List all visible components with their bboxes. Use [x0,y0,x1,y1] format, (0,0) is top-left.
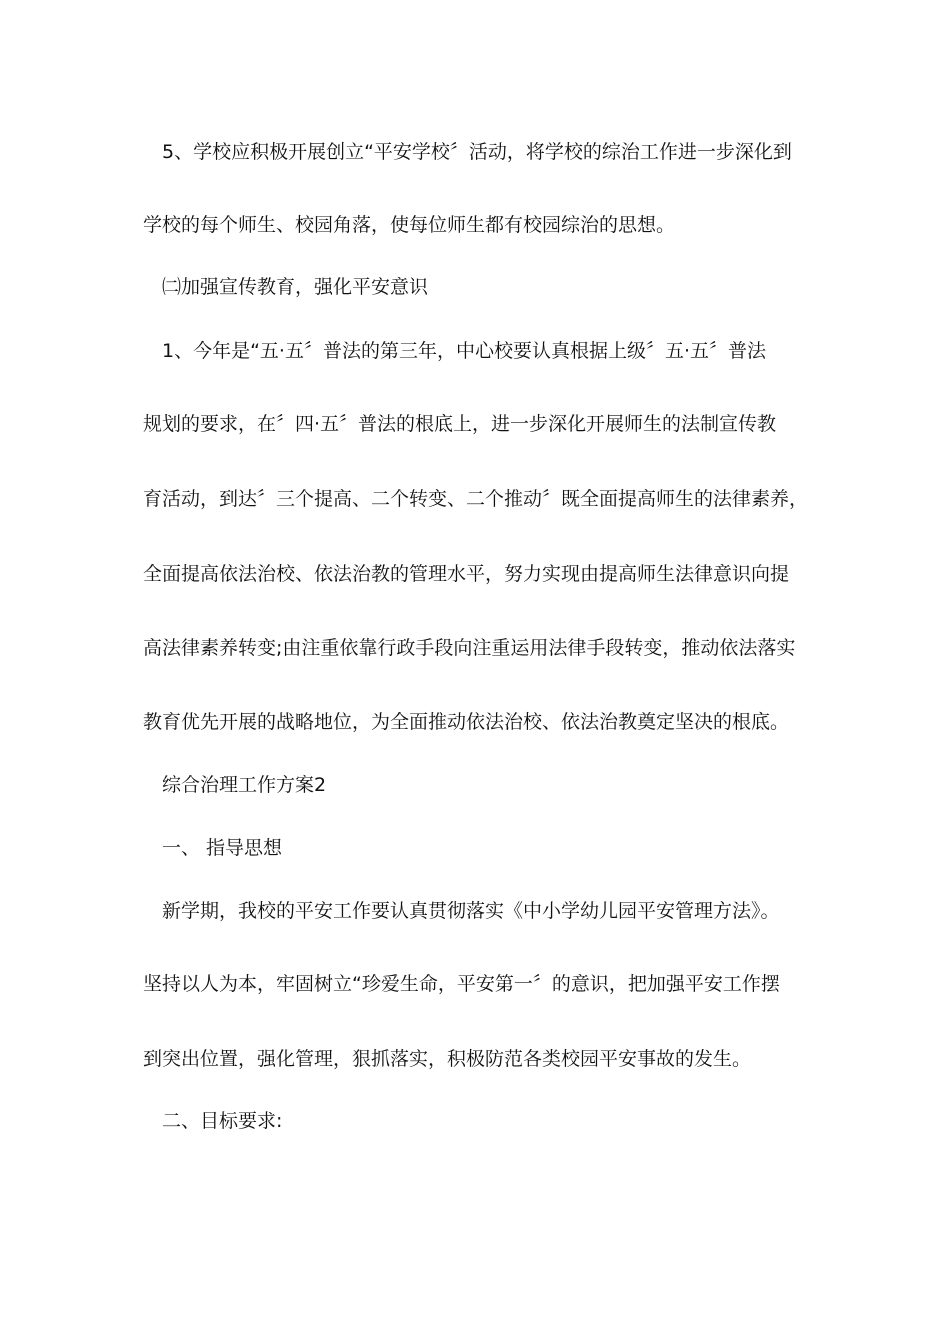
paragraph-semester-line-2: 坚持以人为本，牢固树立“珍爱生命，平安第一〞的意识，把加强平安工作摆 [143,973,780,995]
paragraph-item-5-line-1: 5、学校应积极开展创立“平安学校〞活动，将学校的综治工作进一步深化到 [162,141,792,163]
paragraph-item-1-line-3: 育活动，到达〞三个提高、二个转变、二个推动〞既全面提高师生的法律素养， [143,488,808,510]
paragraph-item-1-line-1: 1、今年是“五·五〞普法的第三年，中心校要认真根据上级〞五·五〞普法 [162,340,767,362]
paragraph-item-1-line-2: 规划的要求，在〞四·五〞普法的根底上，进一步深化开展师生的法制宣传教 [143,413,777,435]
paragraph-item-1-line-5: 高法律素养转变;由注重依靠行政手段向注重运用法律手段转变，推动依法落实 [143,637,796,659]
heading-guiding-thought: 一、 指导思想 [162,837,283,859]
paragraph-item-1-line-6: 教育优先开展的战略地位，为全面推动依法治校、依法治教奠定坚决的根底。 [143,711,790,733]
paragraph-semester-line-1: 新学期，我校的平安工作要认真贯彻落实《中小学幼儿园平安管理方法》。 [162,900,780,922]
paragraph-semester-line-3: 到突出位置，强化管理，狠抓落实，积极防范各类校园平安事故的发生。 [143,1048,752,1070]
paragraph-item-5-line-2: 学校的每个师生、校园角落，使每位师生都有校园综治的思想。 [143,214,676,236]
paragraph-item-1-line-4: 全面提高依法治校、依法治教的管理水平，努力实现由提高师生法律意识向提 [143,563,790,585]
heading-goal-requirements: 二、目标要求: [162,1110,283,1132]
document-section-title: 综合治理工作方案2 [162,774,327,796]
section-heading-publicity: ㈡加强宣传教育，强化平安意识 [162,276,429,298]
